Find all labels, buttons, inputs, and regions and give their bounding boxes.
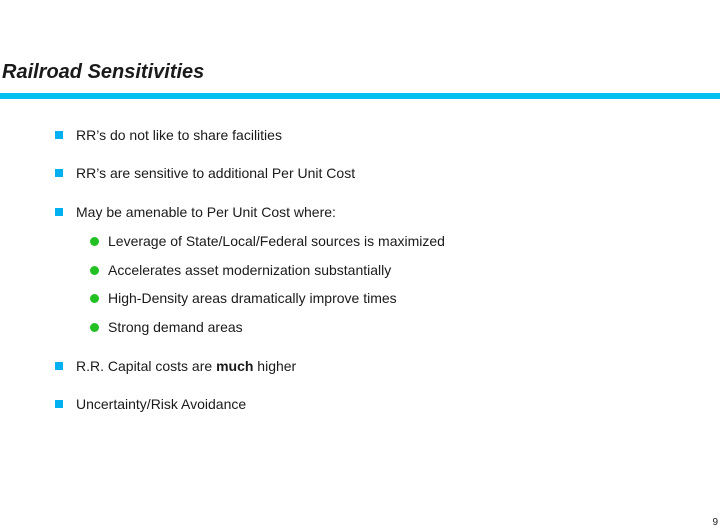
- square-bullet-icon: [55, 400, 63, 408]
- sub-bullet-item: [90, 318, 243, 336]
- circle-bullet-icon: [90, 237, 99, 246]
- circle-bullet-icon: [90, 294, 99, 303]
- square-bullet-icon: [55, 362, 63, 370]
- sub-bullet-item: [90, 289, 397, 307]
- circle-bullet-icon: [90, 323, 99, 332]
- sub-bullet-text: High-Density areas dramatically improve times: [108, 290, 397, 306]
- bullet-text-lead: R.R. Capital costs are: [76, 358, 217, 374]
- bullet-text: Uncertainty/Risk Avoidance: [76, 396, 247, 412]
- sub-bullet-item: [90, 232, 445, 250]
- sub-bullet-text: Leverage of State/Local/Federal sources is maximized: [108, 233, 445, 249]
- sub-bullet-text: Strong demand areas: [108, 319, 243, 335]
- bullet-emphasis: much: [216, 358, 254, 374]
- sub-bullet-item: [90, 261, 391, 279]
- page-number: 9: [712, 517, 718, 528]
- square-bullet-icon: [55, 208, 63, 216]
- bullet-item: [55, 164, 355, 182]
- square-bullet-icon: [55, 169, 63, 177]
- circle-bullet-icon: [90, 266, 99, 275]
- bullet-text: May be amenable to Per Unit Cost where:: [76, 204, 336, 220]
- bullet-item: [55, 357, 296, 375]
- bullet-text: RR’s do not like to share facilities: [76, 127, 282, 143]
- bullet-item: [55, 126, 282, 144]
- bullet-item: [55, 395, 246, 413]
- bullet-text-tail: higher: [253, 358, 297, 374]
- bullet-text: [76, 357, 296, 375]
- sub-bullet-text: Accelerates asset modernization substantially: [108, 262, 392, 278]
- square-bullet-icon: [55, 131, 63, 139]
- bullet-item: [55, 203, 336, 221]
- slide-title: Railroad Sensitivities: [2, 61, 205, 83]
- bullet-text: RR’s are sensitive to additional Per Unit Cost: [76, 165, 356, 181]
